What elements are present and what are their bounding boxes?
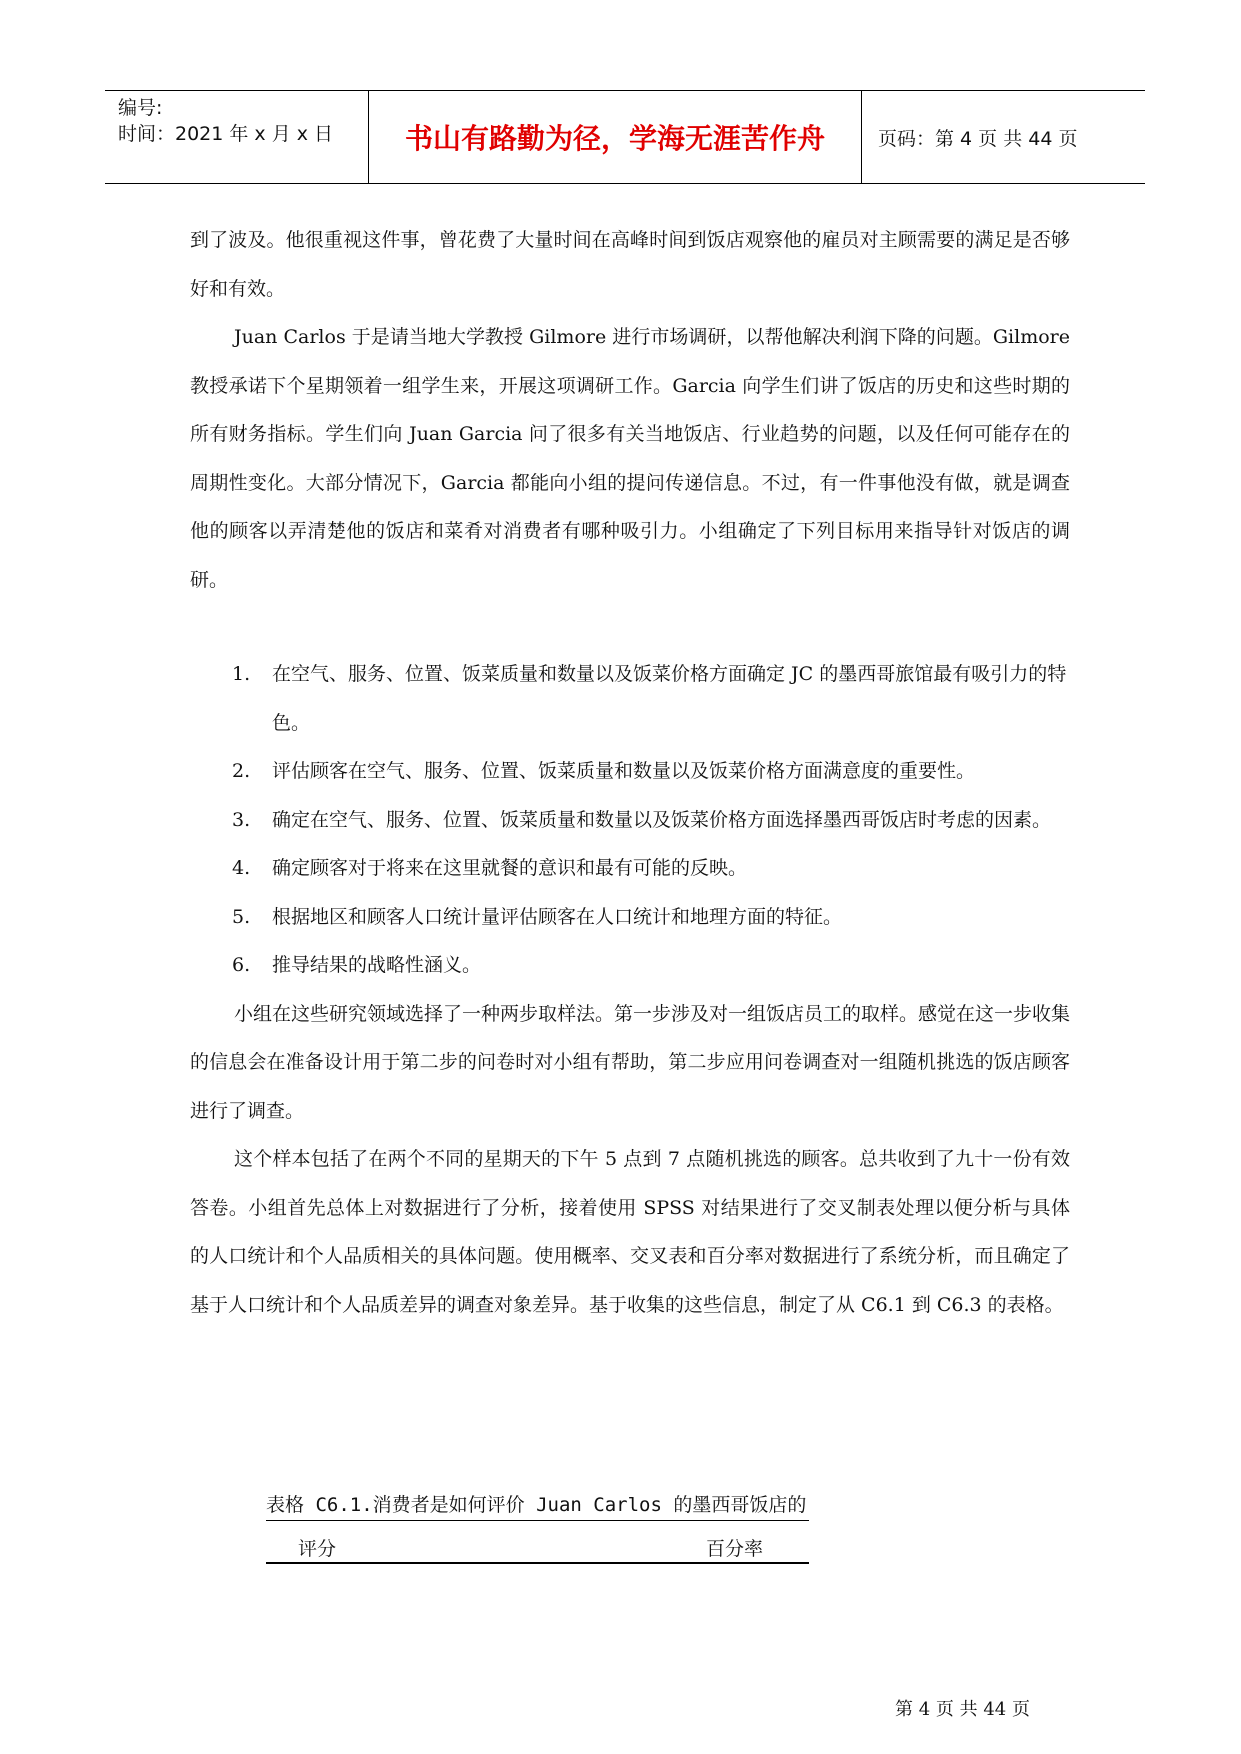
list-item-number: 1. [232,663,251,685]
list-item-text: 确定在空气、服务、位置、饭菜质量和数量以及饭菜价格方面选择墨西哥饭店时考虑的因素。 [272,808,1052,831]
table-header-rating: 评分 [298,1538,337,1560]
document-number-label: 编号: [118,97,163,119]
list-item-text: 确定顾客对于将来在这里就餐的意识和最有可能的反映。 [272,857,748,879]
list-item [190,650,1070,747]
list-item-number: 6. [232,954,251,976]
list-item-text: 根据地区和顾客人口统计量评估顾客在人口统计和地理方面的特征。 [272,905,843,928]
list-item-text: 评估顾客在空气、服务、位置、饭菜质量和数量以及饭菜价格方面满意度的重要性。 [272,760,976,782]
list-item [190,941,1070,990]
list-item-number: 3. [232,808,251,831]
table-header-percentage: 百分率 [706,1538,764,1560]
list-item [190,747,1070,796]
list-item [190,893,1070,942]
table-caption: 表格 C6.1.消费者是如何评价 Juan Carlos 的墨西哥饭店的 [266,1494,807,1516]
list-item-text: 在空气、服务、位置、饭菜质量和数量以及饭菜价格方面确定 JC 的墨西哥旅馆最有吸引力的特色。 [272,663,1067,734]
header-page-label: 页码：第 4 页 共 44 页 [878,127,1078,150]
list-item [190,844,1070,893]
document-body [190,216,1070,1329]
header-meta [118,91,368,187]
list-item-text: 推导结果的战略性涵义。 [272,954,482,976]
list-item-number: 2. [232,760,251,782]
paragraph-1: 到了波及。他很重视这件事，曾花费了大量时间在高峰时间到饭店观察他的雇员对主顾需要的满足是否够好和有效。 [190,229,1070,300]
document-time-label: 时间：2021 年 x 月 x 日 [118,123,334,145]
paragraph-4: 这个样本包括了在两个不同的星期天的下午 5 点到 7 点随机挑选的顾客。总共收到了九十一份有效答卷。小组首先总体上对数据进行了分析，接着使用 SPSS 对结果进行了交叉制表处理以便分析与具体的人口统计和个人品质相关的具体问题。使用概率、交叉表和百分率对数据进行了系统分析，而且确定了基于人口统计和个人品质差异的调查对象差异。基于收集的这些信息，制定了从 C6.1 到 C6.3 的表格。 [190,1148,1070,1316]
list-item-number: 5. [232,905,251,928]
paragraph-3: 小组在这些研究领域选择了一种两步取样法。第一步涉及对一组饭店员工的取样。感觉在这一步收集的信息会在准备设计用于第二步的问卷时对小组有帮助，第二步应用问卷调查对一组随机挑选的饭店顾客进行了调查。 [190,1002,1071,1122]
list-item [190,796,1070,845]
page-header [105,90,1145,184]
header-motto: 书山有路勤为径，学海无涯苦作舟 [368,91,862,183]
table-top-rule [266,1520,809,1521]
objectives-list [190,650,1070,990]
paragraph-2: Juan Carlos 于是请当地大学教授 Gilmore 进行市场调研，以帮他解决利润下降的问题。Gilmore 教授承诺下个星期领着一组学生来，开展这项调研工作。Garcia 向学生们讲了饭店的历史和这些时期的所有财务指标。学生们向 Juan Garcia 问了很多有关当地饭店、行业趋势的问题，以及任何可能存在的周期性变化。大部分情况下，Garcia 都能向小组的提问传递信息。不过，有一件事他没有做，就是调查他的顾客以弄清楚他的饭店和菜肴对消费者有哪种吸引力。小组确定了下列目标用来指导针对饭店的调研。 [190,326,1070,591]
table-header-rule [266,1562,809,1564]
page-footer: 第 4 页 共 44 页 [895,1699,1030,1720]
list-item-number: 4. [232,857,251,879]
